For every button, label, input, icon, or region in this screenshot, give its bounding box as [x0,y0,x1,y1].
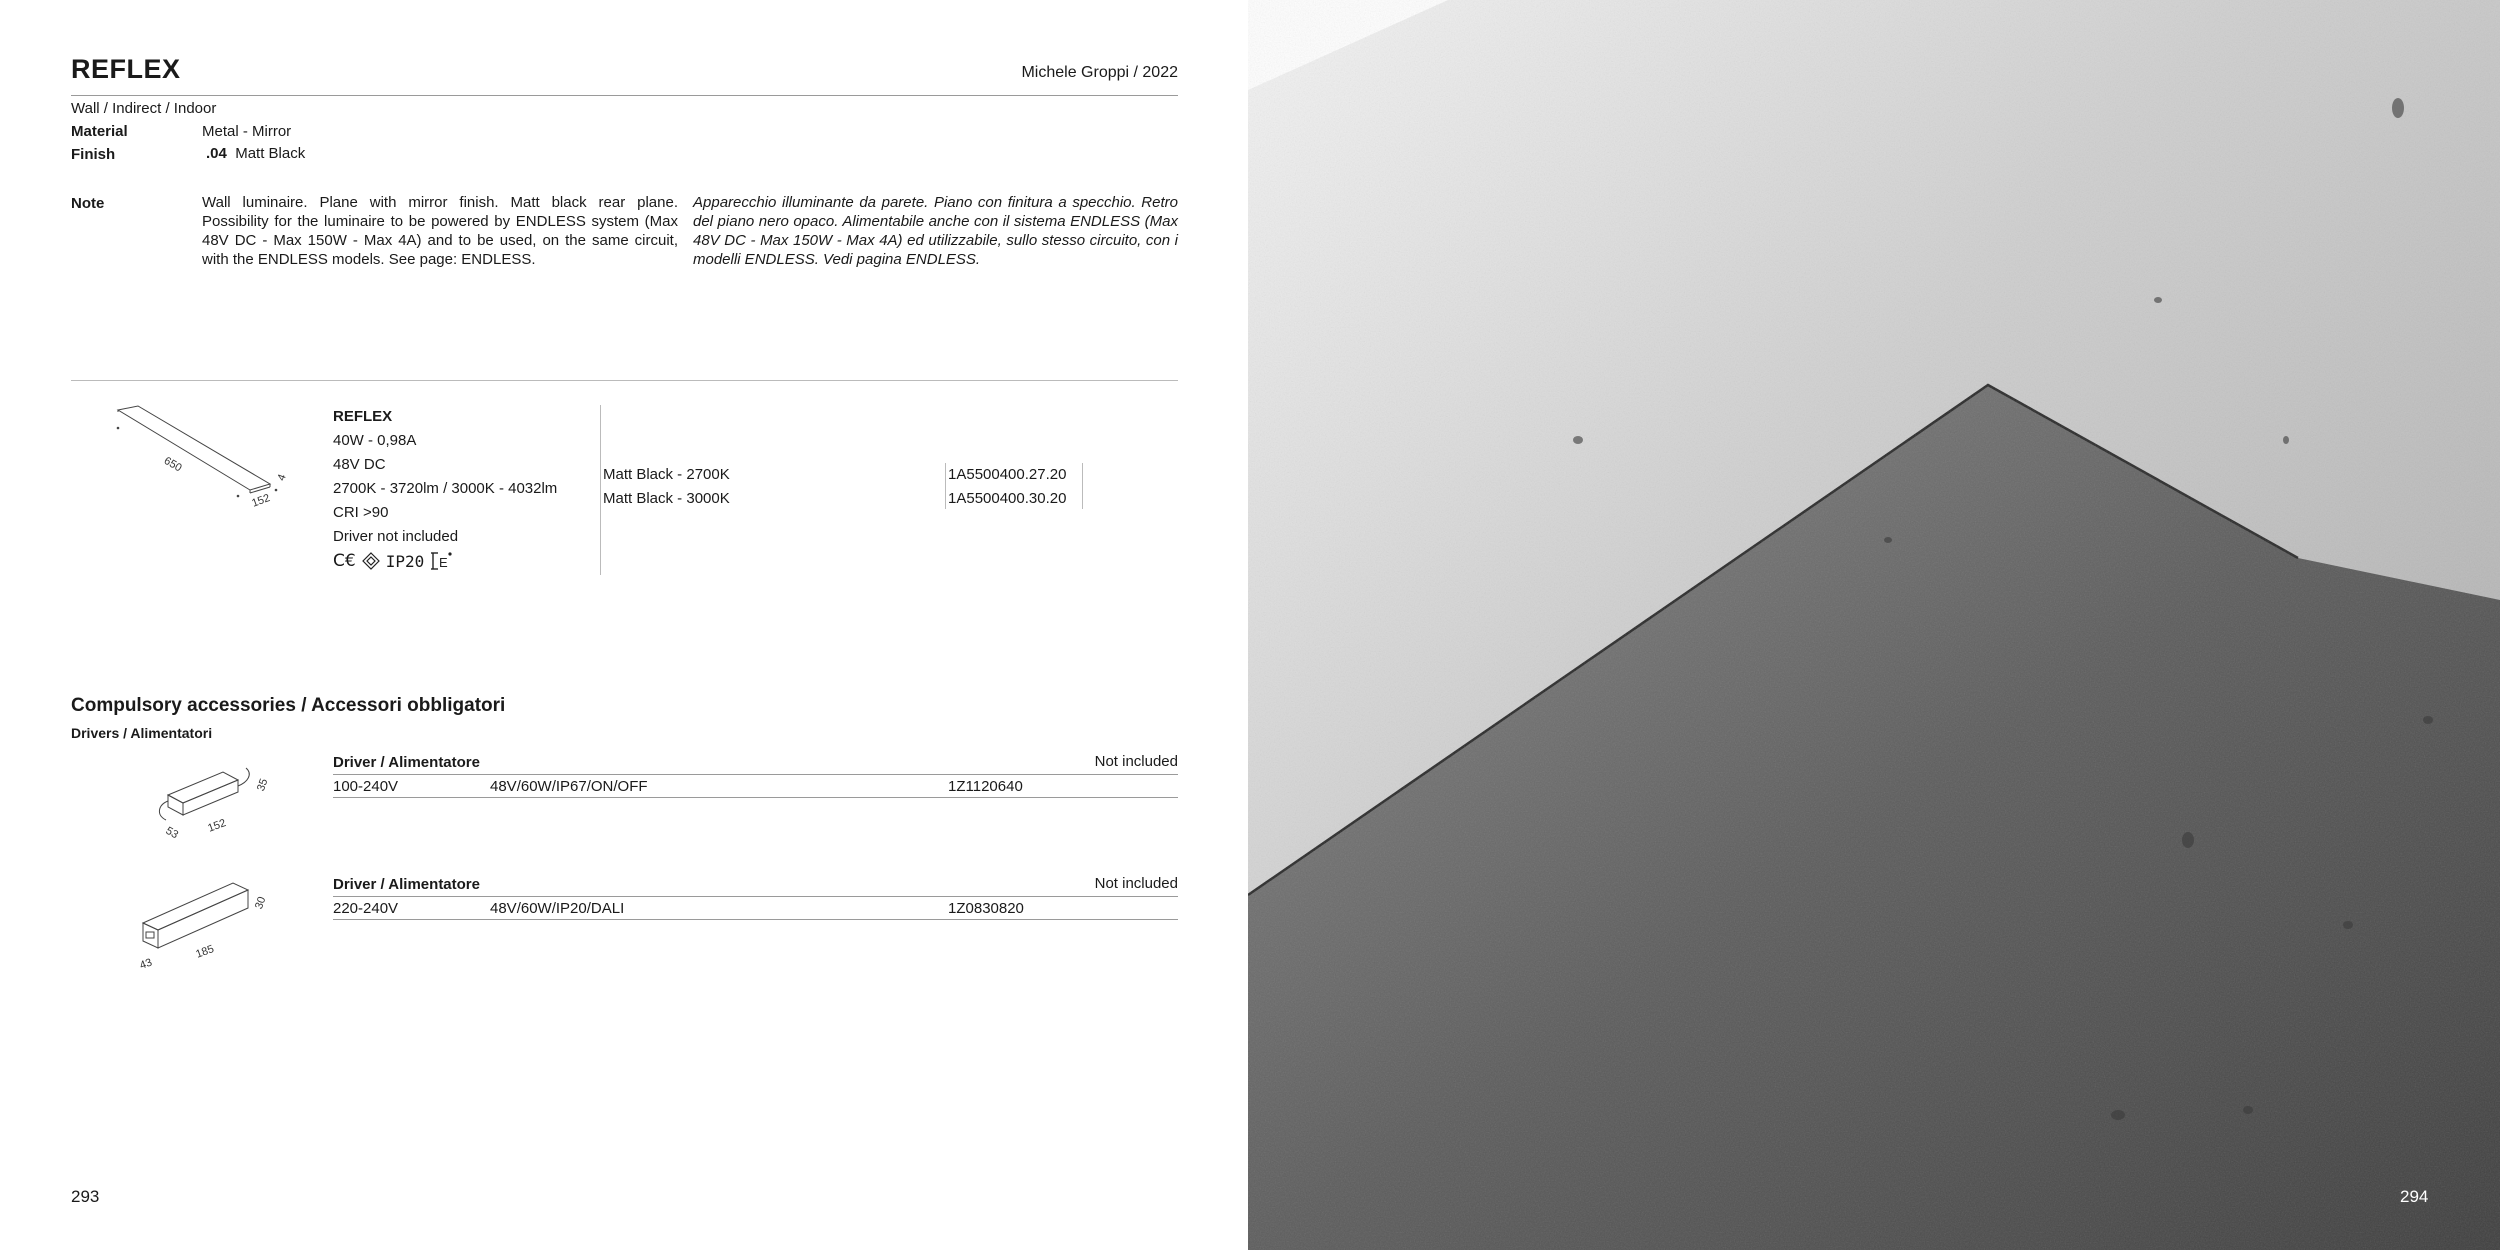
concrete-wall-photo [1248,0,2500,1250]
driver-2-dim-l: 185 [194,943,216,961]
note-label: Note [71,195,105,212]
designer-credit: Michele Groppi / 2022 [1021,64,1178,81]
category-line: Wall / Indirect / Indoor [71,100,217,117]
ip-rating: IP20 [385,551,425,571]
accessories-subtitle: Drivers / Alimentatori [71,725,213,741]
class-iii-icon [362,552,380,570]
note-italian: Apparecchio illuminante da parete. Piano con finitura a specchio. Retro del piano nero opaco. Alimentabile anche con il sistema ENDLESS (Max 48V DC - Max 150W - Max 4A) ed utilizzabile, sullo stesso circuito, con i modelli ENDLESS. Vedi pagina ENDLESS. [693,194,1178,268]
driver-1-code: 1Z1120640 [948,778,1023,795]
product-title: REFLEX [71,54,181,84]
spec-power: 40W - 0,98A [333,432,417,449]
variants-divider [600,405,601,575]
certification-icons [333,551,454,571]
driver-1-status: Not included [1094,753,1178,770]
dim-height: 4 [275,472,289,483]
section-divider [71,380,1178,381]
material-label: Material [71,123,128,140]
note-english: Wall luminaire. Plane with mirror finish. Matt black rear plane. Possibility for the luminaire to be powered by ENDLESS system (Max 48V DC - Max 150W - Max 4A) and to be used, on the same circuit, with the ENDLESS models. See page: ENDLESS. [202,194,678,268]
accessories-title: Compulsory accessories / Accessori obbligatori [71,695,506,716]
driver-1-dim-l: 152 [206,817,228,835]
product-name: REFLEX [333,408,393,425]
driver-1-header: Driver / Alimentatore [333,754,480,771]
driver-2-status: Not included [1094,875,1178,892]
driver-1-dim-w: 53 [163,824,181,842]
variant-code-2: 1A5500400.30.20 [948,490,1067,507]
spec-lumens: 2700K - 3720lm / 3000K - 4032lm [333,480,558,497]
left-page [0,0,1248,1250]
variant-code-1: 1A5500400.27.20 [948,466,1067,483]
finish-label: Finish [71,146,116,163]
driver-1-voltage: 100-240V [333,778,399,795]
spec-voltage: 48V DC [333,456,386,473]
ce-mark-icon: C€ [333,551,356,571]
dim-depth: 152 [250,492,272,510]
driver-2-drawing [138,878,273,973]
spec-driver: Driver not included [333,528,459,545]
driver-1-drawing [138,760,273,845]
material-value: Metal - Mirror [202,123,292,140]
driver-2-header: Driver / Alimentatore [333,876,480,893]
product-specs [333,405,557,549]
variant-name-2: Matt Black - 3000K [603,490,730,507]
spec-cri: CRI >90 [333,504,389,521]
driver-1-dim-h: 35 [254,777,271,793]
svg-text:E: E [439,555,448,570]
dim-length: 650 [161,454,184,475]
driver-2-spec: 48V/60W/IP20/DALI [490,900,625,917]
driver-2-dim-h: 30 [252,895,269,911]
driver-2-dim-w: 43 [138,956,154,973]
driver-2-code: 1Z0830820 [948,900,1024,917]
finish-name: Matt Black [235,145,306,162]
product-photo [1248,0,2500,1250]
page-number-right: 294 [2400,1187,2429,1206]
page-number-left: 293 [71,1187,100,1206]
finish-value [206,145,305,162]
finish-code: .04 [206,145,227,162]
driver-2-voltage: 220-240V [333,900,399,917]
driver-1-spec: 48V/60W/IP67/ON/OFF [490,778,648,795]
product-drawing [108,400,308,510]
variant-name-1: Matt Black - 2700K [603,466,730,483]
dimmable-icon [430,551,454,571]
title-divider [71,95,1178,96]
